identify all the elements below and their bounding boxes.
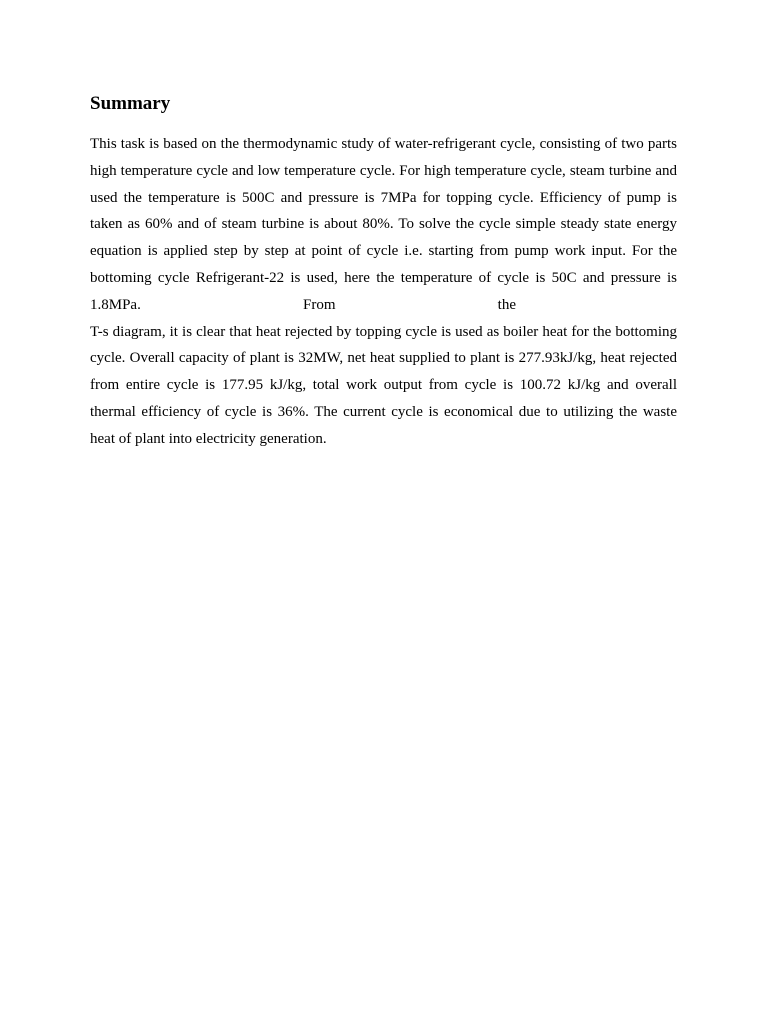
paragraph-line: thermal efficiency of cycle is 36%. The current cycle is economical due to utilizing the waste	[90, 403, 677, 420]
paragraph-line: equation is applied step by step at point of cycle i.e. starting from pump work input. For the	[90, 243, 677, 260]
paragraph-line: 1.8MPa. From the	[90, 296, 516, 313]
paragraph-line: cycle. Overall capacity of plant is 32MW, net heat supplied to plant is 277.93kJ/kg, heat rejected	[90, 350, 677, 367]
section-heading: Summary	[90, 93, 171, 114]
paragraph-line: heat of plant into electricity generation.	[90, 430, 327, 447]
paragraph-line: bottoming cycle Refrigerant-22 is used, here the temperature of cycle is 50C and pressure is	[90, 269, 677, 286]
summary-paragraph	[90, 131, 677, 453]
paragraph-line: taken as 60% and of steam turbine is about 80%. To solve the cycle simple steady state energy	[90, 216, 677, 233]
paragraph-line: This task is based on the thermodynamic study of water-refrigerant cycle, consisting of two parts	[90, 136, 677, 152]
document-page	[90, 92, 677, 453]
paragraph-line: T-s diagram, it is clear that heat rejected by topping cycle is used as boiler heat for the bottoming	[90, 323, 677, 340]
paragraph-line: used the temperature is 500C and pressure is 7MPa for topping cycle. Efficiency of pump is	[90, 189, 677, 206]
paragraph-line: high temperature cycle and low temperature cycle. For high temperature cycle, steam turbine and	[90, 162, 677, 179]
paragraph-line: from entire cycle is 177.95 kJ/kg, total work output from cycle is 100.72 kJ/kg and overall	[90, 377, 677, 394]
